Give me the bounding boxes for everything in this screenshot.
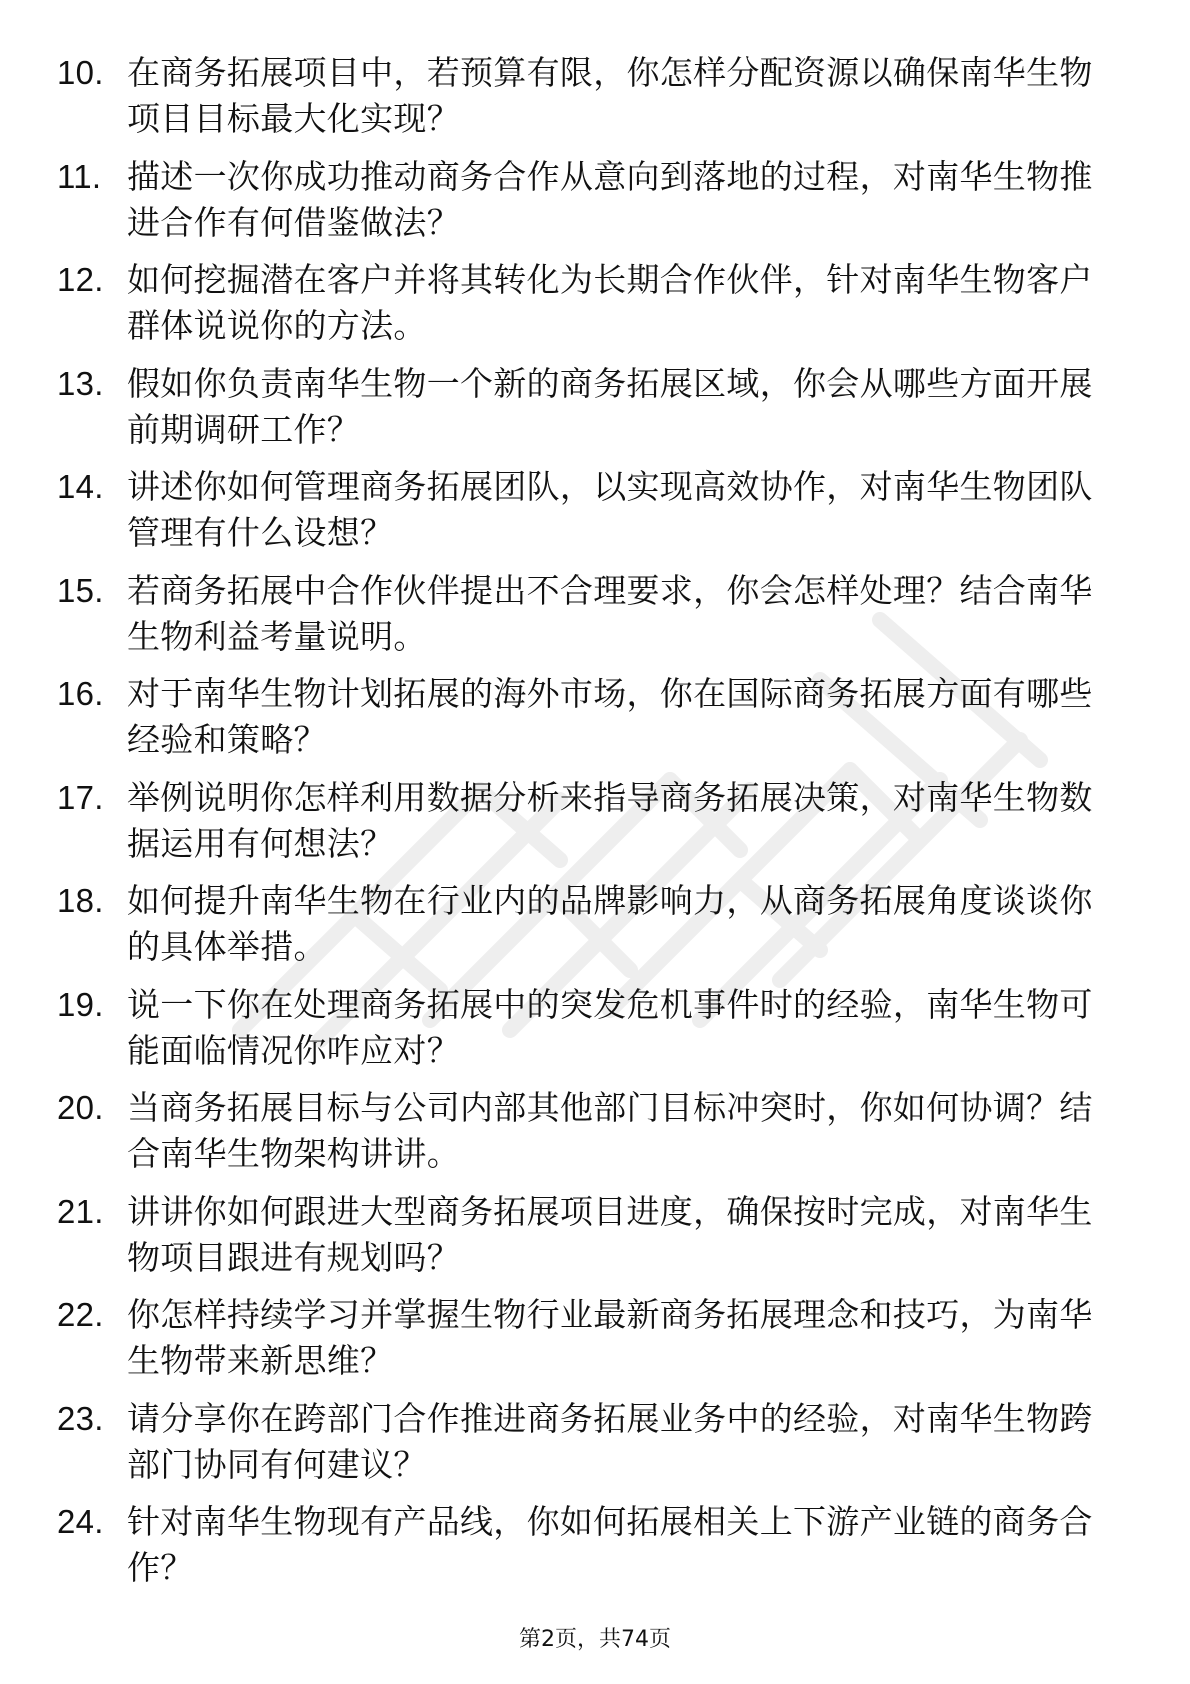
question-number: 18. — [57, 882, 104, 919]
question-number: 13. — [57, 364, 104, 402]
question-item — [57, 50, 1117, 142]
question-text: 对于南华生物计划拓展的海外市场，你在国际商务拓展方面有哪些经验和策略？ — [127, 674, 1093, 759]
question-item — [57, 982, 1117, 1074]
question-item — [57, 671, 1117, 763]
question-item — [57, 1085, 1117, 1177]
question-item — [57, 1499, 1117, 1591]
question-text: 当商务拓展目标与公司内部其他部门目标冲突时，你如何协调？结合南华生物架构讲讲。 — [127, 1088, 1093, 1173]
question-text: 你怎样持续学习并掌握生物行业最新商务拓展理念和技巧，为南华生物带来新思维？ — [127, 1295, 1093, 1380]
page-footer: 第2页，共74页 — [519, 1627, 671, 1652]
question-item — [57, 154, 1117, 246]
question-number: 11. — [57, 157, 102, 195]
question-text: 请分享你在跨部门合作推进商务拓展业务中的经验，对南华生物跨部门协同有何建议？ — [127, 1398, 1093, 1484]
question-text: 在商务拓展项目中，若预算有限，你怎样分配资源以确保南华生物项目目标最大化实现？ — [127, 53, 1093, 138]
question-item — [57, 257, 1117, 349]
question-number: 15. — [57, 571, 104, 609]
question-text: 针对南华生物现有产品线，你如何拓展相关上下游产业链的商务合作？ — [127, 1502, 1093, 1587]
question-text: 如何提升南华生物在行业内的品牌影响力，从商务拓展角度谈谈你的具体举措。 — [127, 881, 1093, 966]
question-item — [57, 464, 1117, 556]
question-number: 20. — [57, 1089, 104, 1126]
question-number: 23. — [57, 1399, 104, 1437]
question-number: 10. — [57, 54, 104, 91]
question-item — [57, 1292, 1117, 1384]
question-number: 22. — [57, 1296, 104, 1333]
question-item — [57, 568, 1117, 660]
question-text: 讲述你如何管理商务拓展团队，以实现高效协作，对南华生物团队管理有什么设想？ — [127, 467, 1093, 552]
question-number: 21. — [57, 1192, 104, 1230]
question-number: 16. — [57, 675, 104, 712]
question-text: 讲讲你如何跟进大型商务拓展项目进度，确保按时完成，对南华生物项目跟进有规划吗？ — [127, 1191, 1093, 1277]
question-number: 17. — [57, 778, 104, 816]
question-text: 如何挖掘潜在客户并将其转化为长期合作伙伴，针对南华生物客户群体说说你的方法。 — [127, 260, 1093, 345]
question-number: 14. — [57, 468, 104, 505]
question-text: 举例说明你怎样利用数据分析来指导商务拓展决策，对南华生物数据运用有何想法？ — [127, 777, 1093, 863]
question-item — [57, 1396, 1117, 1488]
question-text: 若商务拓展中合作伙伴提出不合理要求，你会怎样处理？结合南华生物利益考量说明。 — [127, 570, 1093, 656]
question-item — [57, 361, 1117, 453]
question-text: 假如你负责南华生物一个新的商务拓展区域，你会从哪些方面开展前期调研工作？ — [127, 363, 1093, 449]
question-list — [57, 50, 1117, 1603]
question-text: 描述一次你成功推动商务合作从意向到落地的过程，对南华生物推进合作有何借鉴做法？ — [127, 156, 1093, 242]
question-number: 12. — [57, 261, 104, 298]
question-item — [57, 1189, 1117, 1281]
question-number: 19. — [57, 985, 104, 1023]
question-item — [57, 775, 1117, 867]
question-number: 24. — [57, 1503, 104, 1540]
question-item — [57, 878, 1117, 970]
question-text: 说一下你在处理商务拓展中的突发危机事件时的经验，南华生物可能面临情况你咋应对？ — [127, 984, 1093, 1070]
